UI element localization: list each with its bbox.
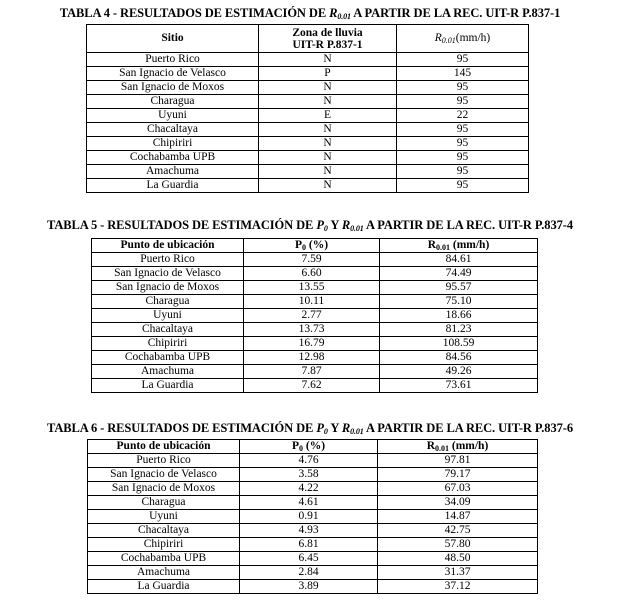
table-row xyxy=(88,524,538,538)
value-cell-1: 6.60 xyxy=(244,267,380,281)
value-cell-1: N xyxy=(259,179,397,193)
site-cell: La Guardia xyxy=(92,379,244,393)
table-6-header-punto: Punto de ubicación xyxy=(88,440,240,454)
site-cell: San Ignacio de Velasco xyxy=(92,267,244,281)
site-cell: Chacaltaya xyxy=(92,323,244,337)
value-cell-1: 7.59 xyxy=(244,253,380,267)
table-row xyxy=(88,482,538,496)
value-cell-2: 48.50 xyxy=(378,552,538,566)
table-5-title: TABLA 5 - RESULTADOS DE ESTIMACIÓN DE $P_0$ Y $R_{0.01}$ A PARTIR DE LA REC. UIT-R P.837-4 xyxy=(47,218,573,233)
value-cell-2: 97.81 xyxy=(378,454,538,468)
table-5-header-punto: Punto de ubicación xyxy=(92,239,244,253)
value-cell-2: 95 xyxy=(397,179,529,193)
value-cell-2: 95 xyxy=(397,53,529,67)
site-cell: Uyuni xyxy=(88,510,240,524)
site-cell: Cochabamba UPB xyxy=(92,351,244,365)
site-cell: Puerto Rico xyxy=(88,454,240,468)
table-4-header-zona: Zona de lluvia UIT-R P.837-1 xyxy=(259,25,397,53)
table-row xyxy=(88,454,538,468)
value-cell-2: 42.75 xyxy=(378,524,538,538)
value-cell-1: 2.84 xyxy=(240,566,378,580)
site-cell: Charagua xyxy=(87,95,259,109)
value-cell-2: 31.37 xyxy=(378,566,538,580)
site-cell: Puerto Rico xyxy=(87,53,259,67)
site-cell: Puerto Rico xyxy=(92,253,244,267)
site-cell: Amachuma xyxy=(92,365,244,379)
site-cell: San Ignacio de Moxos xyxy=(92,281,244,295)
table-4-header-sitio: Sitio xyxy=(87,25,259,53)
site-cell: San Ignacio de Moxos xyxy=(87,81,259,95)
table-row xyxy=(87,179,529,193)
table-row xyxy=(92,267,538,281)
table-row xyxy=(87,53,529,67)
value-cell-2: 73.61 xyxy=(380,379,538,393)
value-cell-1: 7.62 xyxy=(244,379,380,393)
value-cell-2: 74.49 xyxy=(380,267,538,281)
site-cell: La Guardia xyxy=(88,580,240,594)
table-row xyxy=(87,109,529,123)
value-cell-1: N xyxy=(259,165,397,179)
value-cell-2: 108.59 xyxy=(380,337,538,351)
table-6 xyxy=(87,439,538,594)
table-row xyxy=(88,552,538,566)
value-cell-1: 4.22 xyxy=(240,482,378,496)
value-cell-2: 145 xyxy=(397,67,529,81)
value-cell-2: 37.12 xyxy=(378,580,538,594)
site-cell: Chipiriri xyxy=(92,337,244,351)
table-6-body xyxy=(88,454,538,594)
table-row xyxy=(87,81,529,95)
value-cell-1: 13.73 xyxy=(244,323,380,337)
table-row xyxy=(87,165,529,179)
value-cell-2: 95 xyxy=(397,123,529,137)
value-cell-2: 79.17 xyxy=(378,468,538,482)
value-cell-2: 22 xyxy=(397,109,529,123)
value-cell-1: 6.81 xyxy=(240,538,378,552)
table-5-header-p0: $P_0$ (%) xyxy=(244,239,380,253)
value-cell-1: N xyxy=(259,151,397,165)
value-cell-1: 6.45 xyxy=(240,552,378,566)
value-cell-1: N xyxy=(259,53,397,67)
value-cell-1: 12.98 xyxy=(244,351,380,365)
site-cell: Cochabamba UPB xyxy=(88,552,240,566)
value-cell-1: N xyxy=(259,95,397,109)
site-cell: Chacaltaya xyxy=(88,524,240,538)
site-cell: Charagua xyxy=(92,295,244,309)
value-cell-2: 84.56 xyxy=(380,351,538,365)
value-cell-2: 67.03 xyxy=(378,482,538,496)
value-cell-2: 81.23 xyxy=(380,323,538,337)
table-row xyxy=(92,309,538,323)
value-cell-2: 95.57 xyxy=(380,281,538,295)
site-cell: Cochabamba UPB xyxy=(87,151,259,165)
value-cell-2: 84.61 xyxy=(380,253,538,267)
value-cell-1: 2.77 xyxy=(244,309,380,323)
table-row xyxy=(92,365,538,379)
table-row xyxy=(88,580,538,594)
site-cell: Amachuma xyxy=(87,165,259,179)
value-cell-1: 0.91 xyxy=(240,510,378,524)
value-cell-1: 4.93 xyxy=(240,524,378,538)
value-cell-2: 95 xyxy=(397,137,529,151)
value-cell-2: 49.26 xyxy=(380,365,538,379)
value-cell-1: 3.58 xyxy=(240,468,378,482)
site-cell: San Ignacio de Velasco xyxy=(88,468,240,482)
site-cell: La Guardia xyxy=(87,179,259,193)
table-row xyxy=(88,468,538,482)
table-4-header-r001: $R_{0.01}(mm/h)$ xyxy=(397,25,529,53)
value-cell-2: 95 xyxy=(397,81,529,95)
value-cell-2: 14.87 xyxy=(378,510,538,524)
value-cell-2: 95 xyxy=(397,165,529,179)
table-4 xyxy=(86,24,529,193)
table-row xyxy=(87,137,529,151)
table-6-header-p0: $P_0$ (%) xyxy=(240,440,378,454)
table-row xyxy=(92,253,538,267)
table-row xyxy=(92,323,538,337)
value-cell-1: 10.11 xyxy=(244,295,380,309)
table-row xyxy=(88,496,538,510)
value-cell-1: 4.61 xyxy=(240,496,378,510)
value-cell-2: 75.10 xyxy=(380,295,538,309)
value-cell-1: 7.87 xyxy=(244,365,380,379)
value-cell-1: 4.76 xyxy=(240,454,378,468)
table-4-title: TABLA 4 - RESULTADOS DE ESTIMACIÓN DE $R_{0.01}$ A PARTIR DE LA REC. UIT-R P.837-1 xyxy=(59,6,561,21)
table-6-header-r001: $R_{0.01}$ (mm/h) xyxy=(378,440,538,454)
table-row xyxy=(92,379,538,393)
site-cell: Chipiriri xyxy=(88,538,240,552)
table-5-header-r001: $R_{0.01}$ (mm/h) xyxy=(380,239,538,253)
value-cell-1: 3.89 xyxy=(240,580,378,594)
table-row xyxy=(92,295,538,309)
site-cell: Amachuma xyxy=(88,566,240,580)
site-cell: Chacaltaya xyxy=(87,123,259,137)
table-row xyxy=(87,67,529,81)
table-row xyxy=(87,151,529,165)
value-cell-2: 18.66 xyxy=(380,309,538,323)
site-cell: San Ignacio de Velasco xyxy=(87,67,259,81)
value-cell-1: N xyxy=(259,81,397,95)
site-cell: Charagua xyxy=(88,496,240,510)
table-row xyxy=(88,510,538,524)
table-row xyxy=(92,337,538,351)
value-cell-1: N xyxy=(259,137,397,151)
table-row xyxy=(88,566,538,580)
value-cell-2: 57.80 xyxy=(378,538,538,552)
table-row xyxy=(88,538,538,552)
table-5-body xyxy=(92,253,538,393)
table-6-title: TABLA 6 - RESULTADOS DE ESTIMACIÓN DE $P_0$ Y $R_{0.01}$ A PARTIR DE LA REC. UIT-R P.837-6 xyxy=(47,421,573,436)
value-cell-2: 34.09 xyxy=(378,496,538,510)
value-cell-1: 13.55 xyxy=(244,281,380,295)
table-row xyxy=(87,123,529,137)
table-row xyxy=(87,95,529,109)
site-cell: Uyuni xyxy=(92,309,244,323)
value-cell-2: 95 xyxy=(397,151,529,165)
value-cell-1: N xyxy=(259,123,397,137)
site-cell: Chipiriri xyxy=(87,137,259,151)
table-row xyxy=(92,281,538,295)
table-4-body xyxy=(87,53,529,193)
site-cell: Uyuni xyxy=(87,109,259,123)
value-cell-1: E xyxy=(259,109,397,123)
table-5 xyxy=(91,238,538,393)
site-cell: San Ignacio de Moxos xyxy=(88,482,240,496)
value-cell-2: 95 xyxy=(397,95,529,109)
value-cell-1: 16.79 xyxy=(244,337,380,351)
value-cell-1: P xyxy=(259,67,397,81)
table-row xyxy=(92,351,538,365)
